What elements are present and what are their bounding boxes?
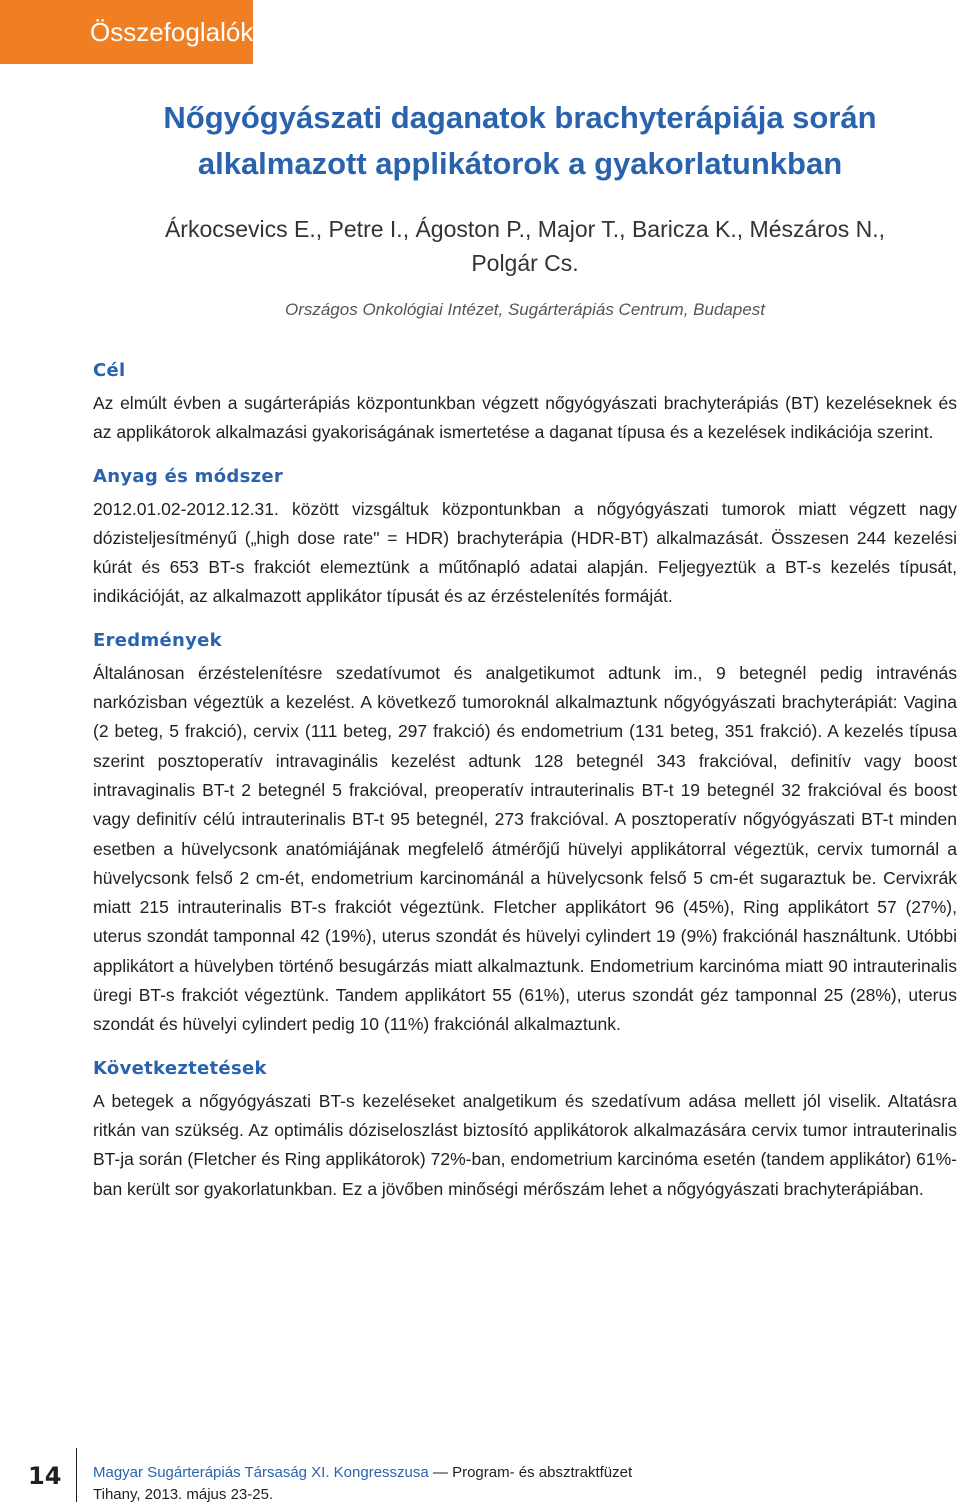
footer-divider <box>76 1448 77 1502</box>
section-text: A betegek a nőgyógyászati BT-s kezeléseket analgetikum és szedatívum adása mellett jól viselik. Altatásra ritkán van szükség. Az optimális dóziseloszlást biztosító applikátorok alkalmazására cervix tumor intrauterinalis BT-ja során (Fletcher és Ring applikátorok) 72%-ban, endometrium karcinóma esetén (tandem applikátor) 61%-ban került sor gyakorlatunkban. Ez a jövőben minőségi mérőszám lehet a nőgyógyászati brachyterápiában. <box>93 1090 957 1199</box>
footer-dash: — <box>428 1464 453 1481</box>
section-text: Általánosan érzéstelenítésre szedatívumot és analgetikumot adtunk im., 9 betegnél pedig intravénás narkózisban végeztük a kezelést. A következő tumoroknál alkalmaztunk nőgyógyászati brachyterápiát: Vagina (2 beteg, 5 frakció), cervix (111 beteg, 297 frakció) és endometrium (131 beteg, 351 frakció). A kezelés típusa szerint posztoperatív intravaginális kezelést adtunk 128 betegnél 343 frakcióval, definitív vagy boost intravaginalis BT-t 2 betegnél 5 frakcióval, preoperatív intrauterinalis BT-t 19 betegnél 32 frakcióval és boost vagy definitív célú intrauterinalis BT-t 95 betegnél, 273 frakcióval. A posztoperatív nőgyógyászati BT-t minden esetben a hüvelycsonk anatómiájának megfelelő átmérőjű hüvelyi applikátorral végeztük, cervix tumornál a hüvelycsonk felső 2 cm-ét, endometrium karcinománál a hüvelycsonk felső 5 cm-ét sugaraztuk be. Cervixrák miatt 215 intrauterinalis BT-s frakciót végeztünk. Fletcher applikátort 96 (45%), Ring applikátort 57 (27%), uterus szondát tamponnal 42 (19%), uterus szondát és hüvelyi cylindert 19 (9%) frakciónál használtunk. Utóbbi applikátort a hüvelyben történő besugárzás miatt alkalmaztunk. Endometrium karcinóma miatt 90 intrauterinalis üregi BT-s frakciót végeztünk. Tandem applikátort 55 (61%), uterus szondát géz tamponnal 25 (28%), uterus szondát és hüvelyi cylindert pedig 10 (11%) frakciónál alkalmaztunk. <box>93 662 957 1035</box>
footer-line-1 <box>93 1462 632 1484</box>
article-title: Nőgyógyászati daganatok brachyterápiája során alkalmazott applikátorok a gyakorlatunkban <box>163 100 877 181</box>
section-heading: Eredmények <box>93 629 222 651</box>
section-methods <box>93 464 957 612</box>
article-body <box>93 358 957 1220</box>
section-heading: Anyag és módszer <box>93 465 284 487</box>
section-text: 2012.01.02-2012.12.31. között vizsgáltuk központunkban a nőgyógyászati tumorok miatt végzett nagy dózisteljesítményű („high dose rate" = HDR) brachyterápia (HDR-BT) alkalmazását. Összesen 244 kezelési kúrát és 653 BT-s frakciót elemeztünk a műtőnapló adatai alapján. Feljegyeztük a BT-s kezelés típusát, indikációját, az alkalmazott applikátor típusát és az érzéstelenítés formáját. <box>93 498 957 607</box>
section-aim <box>93 358 957 448</box>
footer <box>93 1462 632 1506</box>
place-date: Tihany, 2013. május 23-25. <box>93 1486 274 1503</box>
conference-name: Magyar Sugárterápiás Társaság XI. Kongresszusa <box>93 1464 429 1481</box>
article-affiliation: Országos Onkológiai Intézet, Sugárterápiás Centrum, Budapest <box>284 300 766 319</box>
section-heading: Következtetések <box>93 1057 267 1079</box>
section-tab: Összefoglalók <box>0 0 253 64</box>
article-authors: Árkocsevics E., Petre I., Ágoston P., Major T., Baricza K., Mészáros N., Polgár Cs. <box>164 216 886 276</box>
booklet-name: Program- és absztraktfüzet <box>452 1464 633 1481</box>
page-number: 14 <box>28 1462 62 1490</box>
section-results <box>93 628 957 1040</box>
section-heading: Cél <box>93 360 126 381</box>
section-conclusions <box>93 1056 957 1204</box>
section-text: Az elmúlt évben a sugárterápiás központunkban végzett nőgyógyászati brachyterápiás (BT) kezeléseknek és az applikátorok alkalmazási gyakoriságának ismertetése a daganat típusa és a kezelések indikációja szerint. <box>93 393 957 443</box>
